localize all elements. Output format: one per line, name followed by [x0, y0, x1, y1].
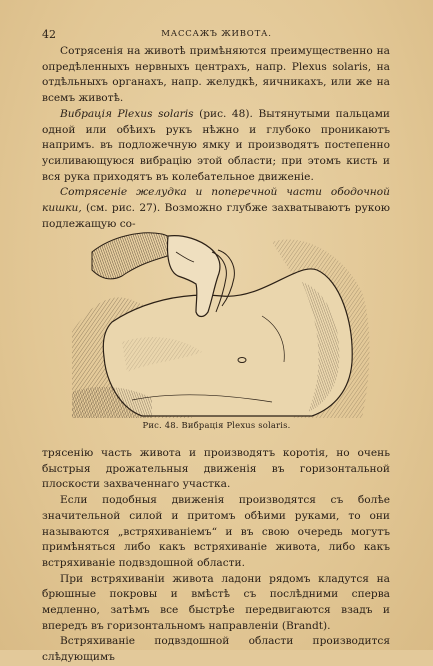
figure-illustration — [72, 222, 372, 418]
paragraph-iliac-shaking: Встряхиваніе подвздошной области производится слѣдующимъ — [42, 635, 390, 664]
paragraph-plexus-body: (рис. 48). Вытянутыми пальцами одной или обѣихъ рукъ нѣжно и глубоко проникаютъ напримъ. въ подложечную ямку и производятъ постепенно усиливающуюся вибрацію этой области; при этомъ кисть и вся рука приходятъ въ колебательное движеніе. — [42, 107, 390, 183]
paragraph-stomach-heading: Сотрясеніе желудка и поперечной части ободочной кишки, — [42, 186, 390, 215]
text-block-bottom — [42, 446, 390, 666]
paragraph-abdomen-shaking: При встряхиваніи живота ладони рядомъ кладутся на брюшные покровы и вмѣстѣ съ послѣдними сперва медленно, затѣмъ все быстрѣе передвигаются взадъ и впередъ въ горизонтальномъ направленіи (Brandt). — [42, 572, 390, 632]
page-header — [34, 28, 399, 42]
paragraph-shaking-definition: Если подобныя движенія производятся съ болѣе значительной силой и притомъ обѣими руками, то они называются „встряхиваніемъ“ и въ свою очередь могутъ примѣняться либо какъ встряхиваніе живота, либо какъ встряхиваніе подвздошной области. — [42, 494, 390, 569]
page-number: 42 — [42, 28, 56, 41]
paragraph-vibration-intro: Сотрясенія на животѣ примѣняются преимущественно на опредѣленныхъ нервныхъ центрахъ, напр. Plexus solaris, на отдѣльныхъ органахъ, напр. желудкѣ, яичникахъ, или же на всемъ животѣ. — [42, 45, 390, 105]
paragraph-continuation: трясенію часть живота и производятъ коротія, но очень быстрыя дрожательныя движенія въ горизонтальной плоскости захваченнаго участка. — [42, 447, 390, 491]
paragraph-plexus-vibration — [42, 107, 390, 186]
text-block-top — [42, 44, 390, 232]
figure-caption: Рис. 48. Вибрація Plexus solaris. — [142, 420, 291, 430]
running-title: МАССАЖЪ ЖИВОТА. — [161, 29, 272, 39]
paragraph-stomach-body: (см. рис. 27). Возможно глубже захватываютъ рукою подлежащую со- — [42, 202, 390, 230]
sleeve — [92, 233, 177, 279]
paragraph-plexus-heading: Вибрація Plexus solaris — [60, 107, 194, 120]
